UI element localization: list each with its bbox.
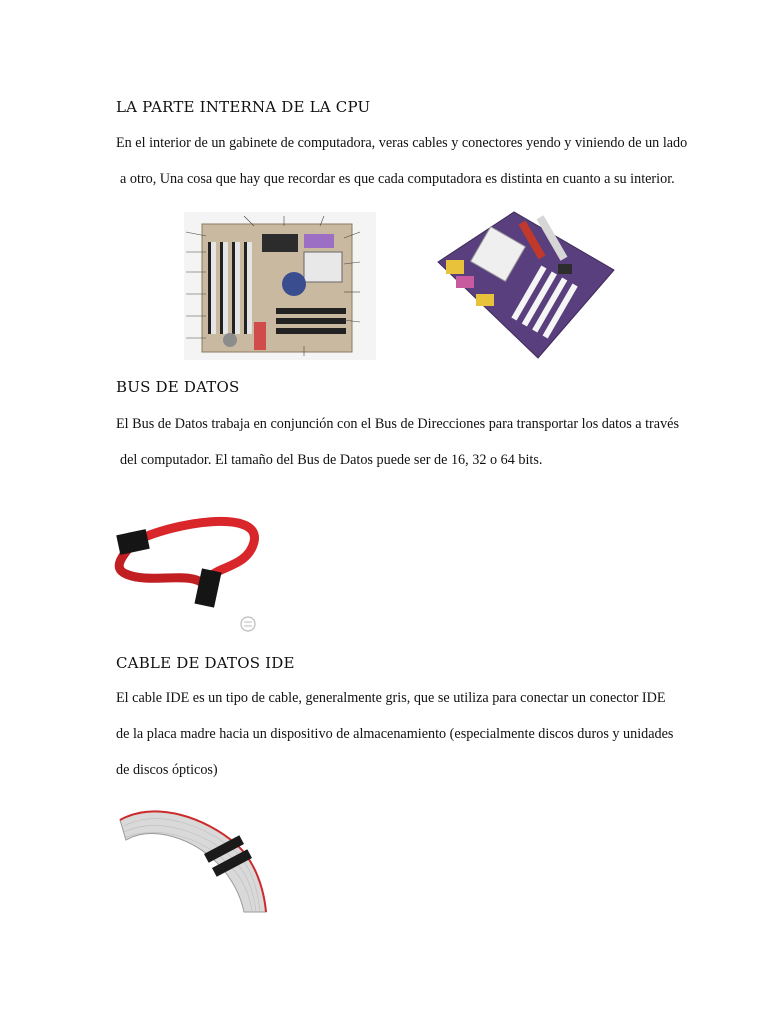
motherboard-purple-image bbox=[428, 204, 620, 364]
paragraph-line: a otro, Una cosa que hay que recordar es que cada computadora es distinta en cuanto a su interior. bbox=[120, 171, 675, 187]
section-heading-ide-cable: CABLE DE DATOS IDE bbox=[116, 654, 295, 672]
paragraph-line: El Bus de Datos trabaja en conjunción con el Bus de Direcciones para transportar los datos a través bbox=[116, 416, 679, 432]
paragraph-line: del computador. El tamaño del Bus de Datos puede ser de 16, 32 o 64 bits. bbox=[120, 452, 543, 468]
ide-cable-image bbox=[116, 800, 274, 920]
paragraph-line: El cable IDE es un tipo de cable, generalmente gris, que se utiliza para conectar un conector IDE bbox=[116, 690, 666, 706]
paragraph-line: En el interior de un gabinete de computadora, veras cables y conectores yendo y viniendo de un lado bbox=[116, 135, 688, 151]
paragraph-line: de la placa madre hacia un dispositivo de almacenamiento (especialmente discos duros y unidades bbox=[116, 726, 674, 742]
section-heading-cpu-interior: LA PARTE INTERNA DE LA CPU bbox=[116, 98, 371, 116]
paragraph-line: de discos ópticos) bbox=[116, 762, 218, 778]
section-heading-data-bus: BUS DE DATOS bbox=[116, 378, 240, 396]
sata-cable-image bbox=[112, 508, 268, 636]
motherboard-labeled-image bbox=[184, 212, 376, 360]
